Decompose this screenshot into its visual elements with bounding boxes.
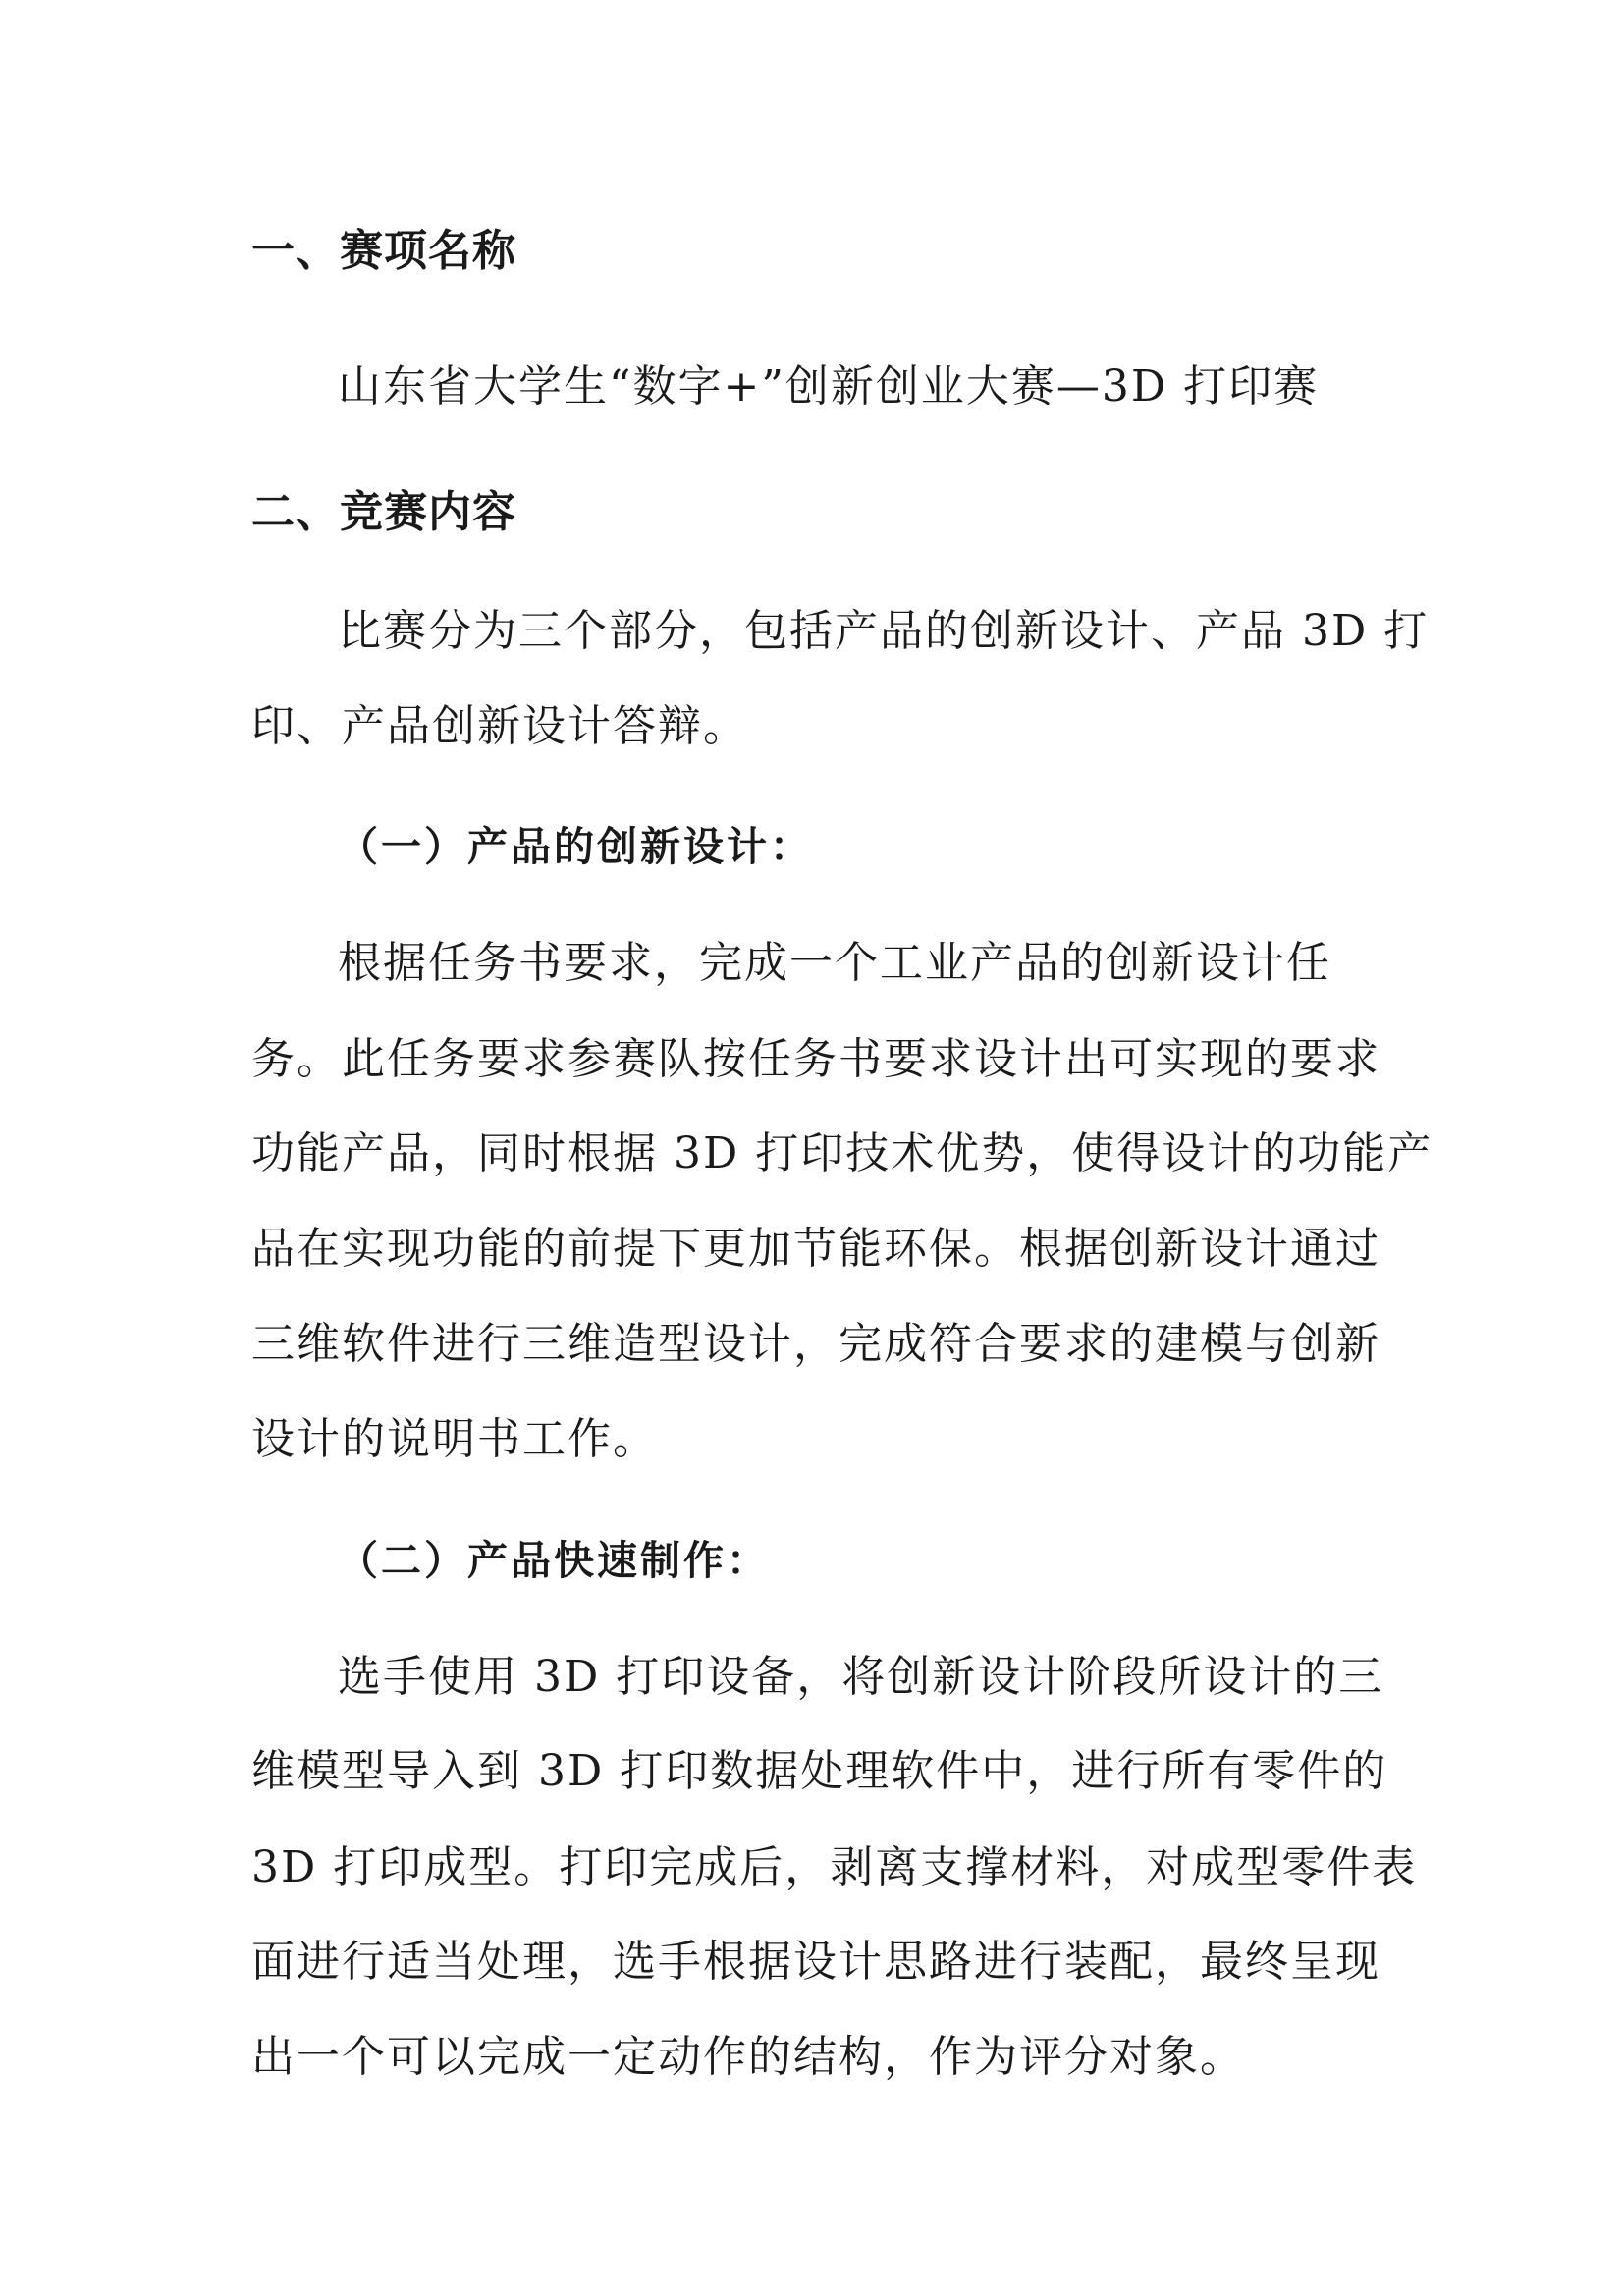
paragraph-line: 设计的说明书工作。 [251,1414,658,1464]
paragraph-line: 维模型导入到 3D 打印数据处理软件中，进行所有零件的 [251,1746,1388,1796]
subsection-heading-innovative-design: （一）产品的创新设计： [338,823,813,870]
section-heading-event-name: 一、赛项名称 [251,226,516,276]
section-heading-competition-content: 二、竞赛内容 [251,487,516,537]
subsection-heading-rapid-production: （二）产品快速制作： [338,1537,770,1584]
paragraph-line: 印、产品创新设计答辩。 [251,701,748,751]
paragraph-line: 比赛分为三个部分，包括产品的创新设计、产品 3D 打 [338,606,1430,656]
paragraph-line: 功能产品，同时根据 3D 打印技术优势，使得设计的功能产 [251,1128,1434,1178]
paragraph-line: 面进行适当处理，选手根据设计思路进行装配，最终呈现 [251,1937,1380,1987]
paragraph-line: 出一个可以完成一定动作的结构，作为评分对象。 [251,2032,1245,2082]
paragraph-line: 品在实现功能的前提下更加节能环保。根据创新设计通过 [251,1224,1380,1274]
event-name-text: 山东省大学生“数字+”创新创业大赛—3D 打印赛 [338,361,1320,411]
paragraph-line: 根据任务书要求，完成一个工业产品的创新设计任 [338,938,1331,988]
paragraph-line: 选手使用 3D 打印设备，将创新设计阶段所设计的三 [338,1652,1384,1702]
paragraph-line: 务。此任务要求参赛队按任务书要求设计出可实现的要求 [251,1034,1380,1084]
paragraph-line: 3D 打印成型。打印完成后，剥离支撑材料，对成型零件表 [251,1842,1418,1892]
paragraph-line: 三维软件进行三维造型设计，完成符合要求的建模与创新 [251,1319,1380,1369]
